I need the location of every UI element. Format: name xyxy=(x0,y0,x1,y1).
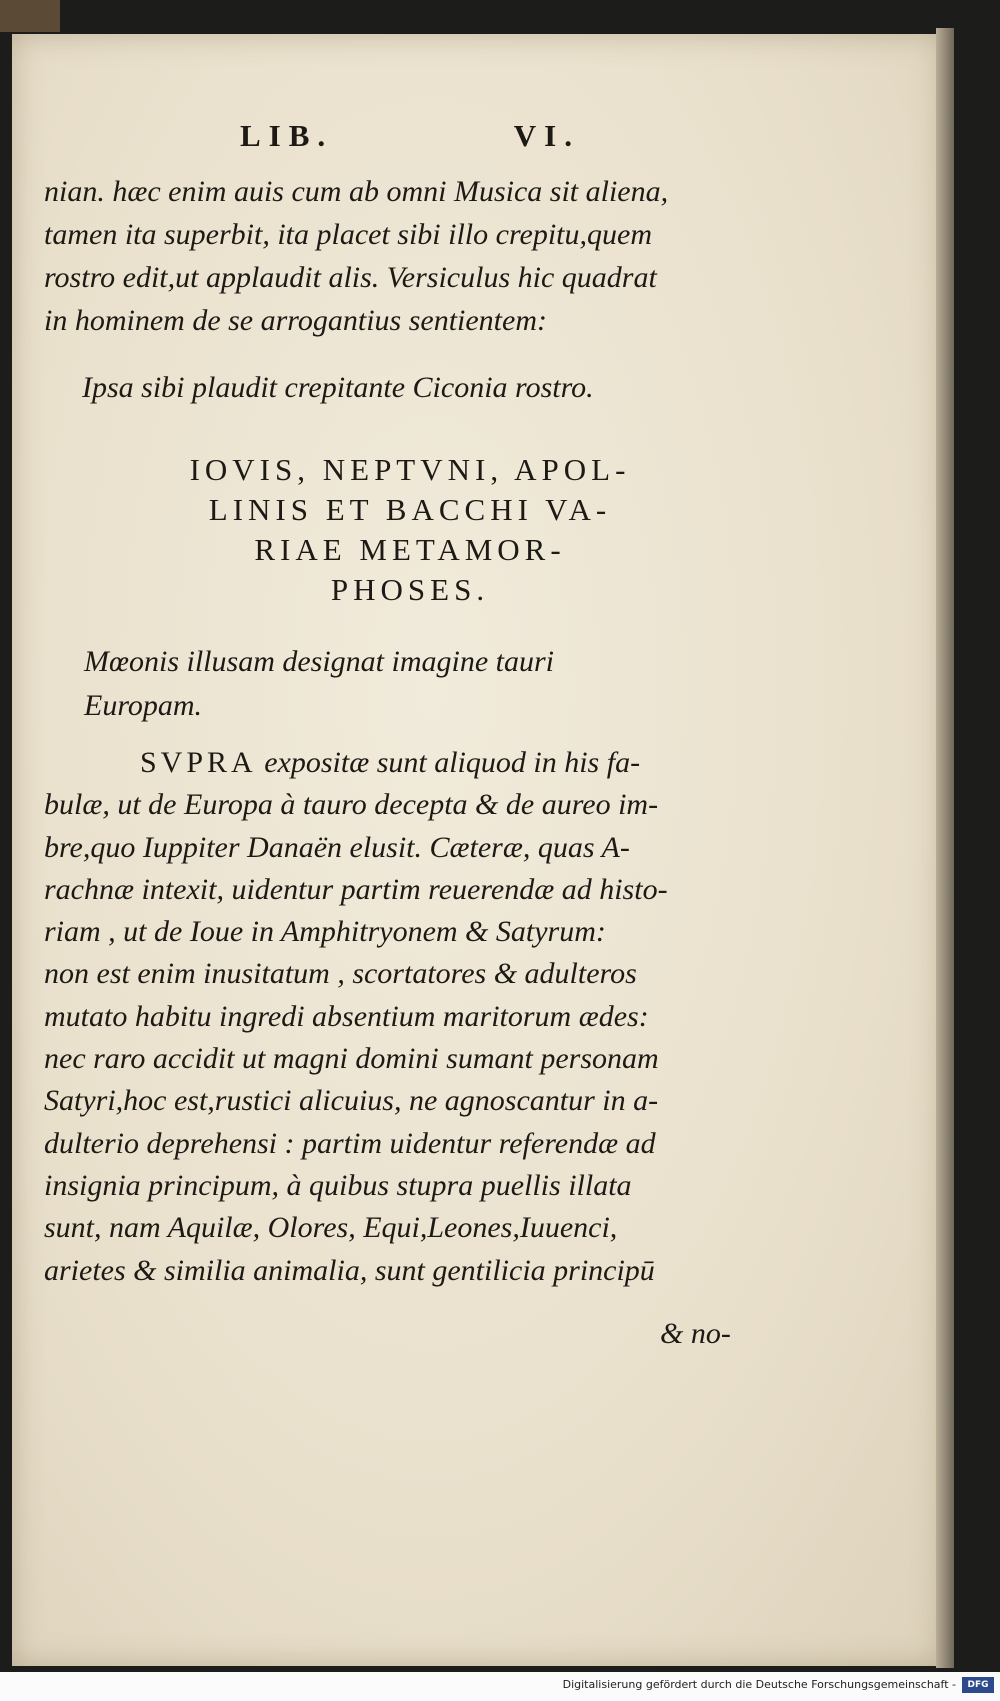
text-line: Satyri,hoc est,rustici alicuius, ne agnoscantur in a- xyxy=(44,1084,659,1118)
text-line-first xyxy=(44,742,764,784)
main-paragraph xyxy=(44,742,764,1292)
text-line: bre,quo Iuppiter Danaën elusit. Cæteræ, quas A- xyxy=(44,830,630,864)
heading-line: PHOSES. xyxy=(330,572,490,607)
text-line: nec raro accidit ut magni domini sumant personam xyxy=(44,1042,659,1076)
running-head-book: LIB. xyxy=(240,118,334,153)
top-paragraph xyxy=(44,170,764,409)
book-cover-corner xyxy=(0,0,60,32)
text-line: in hominem de se arrogantius sentientem: xyxy=(44,304,547,337)
page-edge xyxy=(936,28,954,1668)
heading-line: RIAE METAMOR- xyxy=(254,532,566,567)
text-line: insignia principum, à quibus stupra puellis illata xyxy=(44,1168,632,1202)
heading-line: LINIS ET BACCHI VA- xyxy=(208,492,612,527)
section-heading xyxy=(90,450,730,610)
text-line: riam , ut de Ioue in Amphitryonem & Satyrum: xyxy=(44,915,606,949)
text-line: tamen ita superbit, ita placet sibi illo crepitu,quem xyxy=(44,218,652,251)
text-line: mutato habitu ingredi absentium maritorum ædes: xyxy=(44,999,649,1033)
initial-word: SVPRA xyxy=(140,746,257,779)
first-line-rest: expositæ sunt aliquod in his fa- xyxy=(264,746,641,779)
text-line: rachnæ intexit, uidentur partim reuerendæ ad histo- xyxy=(44,872,668,906)
funding-notice: Digitalisierung gefördert durch die Deutsche Forschungsgemeinschaft - xyxy=(562,1678,956,1691)
text-line: nian. hæc enim auis cum ab omni Musica sit aliena, xyxy=(44,175,669,208)
text-line: bulæ, ut de Europa à tauro decepta & de aureo im- xyxy=(44,788,659,822)
motto-line: Europam. xyxy=(84,689,203,722)
running-head-number: VI. xyxy=(513,118,580,153)
verse-line: Ipsa sibi plaudit crepitante Ciconia rostro. xyxy=(82,371,594,404)
text-line: sunt, nam Aquilæ, Olores, Equi,Leones,Iuuenci, xyxy=(44,1211,618,1245)
motto xyxy=(84,640,784,728)
dfg-logo[interactable]: DFG xyxy=(962,1677,994,1693)
text-line: non est enim inusitatum , scortatores & adulteros xyxy=(44,957,637,991)
running-head xyxy=(240,118,580,154)
heading-line: IOVIS, NEPTVNI, APOL- xyxy=(189,452,631,487)
text-line: rostro edit,ut applaudit alis. Versiculus hic quadrat xyxy=(44,261,657,294)
text-line: dulterio deprehensi : partim uidentur referendæ ad xyxy=(44,1126,656,1160)
text-line: arietes & similia animalia, sunt gentilicia principū xyxy=(44,1253,655,1287)
digitization-footer xyxy=(0,1672,1000,1701)
catchword: & no- xyxy=(660,1317,731,1350)
motto-line: Mœonis illusam designat imagine tauri xyxy=(84,645,555,678)
